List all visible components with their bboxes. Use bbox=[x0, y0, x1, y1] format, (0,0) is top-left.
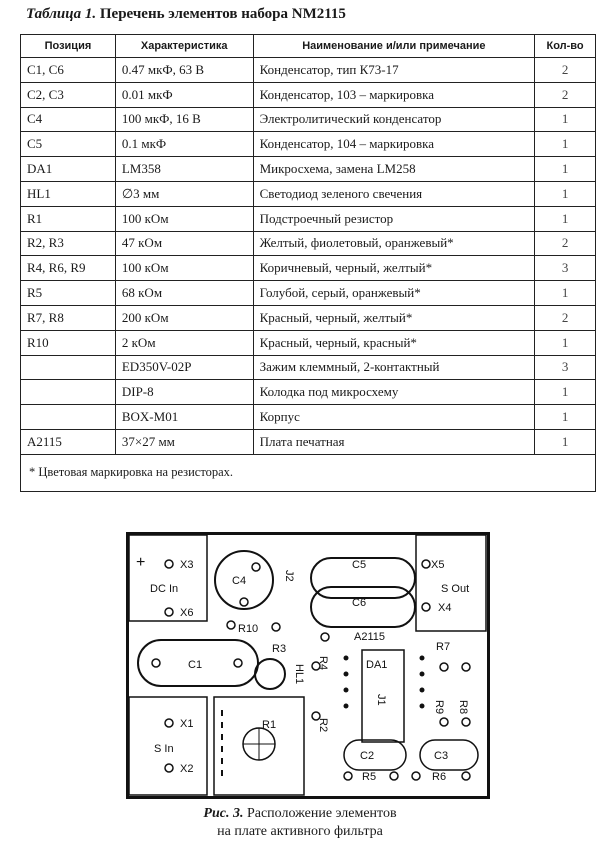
cell-characteristic: 47 кОм bbox=[115, 231, 253, 256]
table-row bbox=[21, 355, 596, 380]
cell-characteristic: 100 кОм bbox=[115, 256, 253, 281]
figure-caption-text1: Расположение элементов bbox=[246, 806, 397, 821]
table-row bbox=[21, 58, 596, 83]
label-r2: R2 bbox=[317, 718, 329, 733]
cell-name: Микросхема, замена LM258 bbox=[253, 157, 535, 182]
table-row bbox=[21, 305, 596, 330]
cell-quantity: 2 bbox=[535, 231, 596, 256]
cell-characteristic: 100 кОм bbox=[115, 206, 253, 231]
table-header-row bbox=[21, 35, 596, 58]
label-c5: C5 bbox=[352, 559, 367, 571]
table-footnote: * Цветовая маркировка на резисторах. bbox=[21, 454, 596, 491]
cell-characteristic: ∅3 мм bbox=[115, 181, 253, 206]
cell-name: Подстроечный резистор bbox=[253, 206, 535, 231]
cell-position bbox=[21, 405, 116, 430]
header-name: Наименование и/или примечание bbox=[253, 35, 535, 58]
cell-position: R1 bbox=[21, 206, 116, 231]
cell-characteristic: 2 кОм bbox=[115, 330, 253, 355]
cell-quantity: 1 bbox=[535, 380, 596, 405]
cell-name: Красный, черный, красный* bbox=[253, 330, 535, 355]
label-c4: C4 bbox=[232, 575, 247, 587]
cell-position: R2, R3 bbox=[21, 231, 116, 256]
label-hl1: HL1 bbox=[293, 664, 305, 685]
label-r5: R5 bbox=[362, 771, 377, 783]
label-board: A2115 bbox=[354, 631, 385, 643]
cell-position bbox=[21, 380, 116, 405]
cell-name: Красный, черный, желтый* bbox=[253, 305, 535, 330]
cell-quantity: 1 bbox=[535, 107, 596, 132]
label-r4: R4 bbox=[317, 656, 329, 671]
cell-position: C2, C3 bbox=[21, 82, 116, 107]
table-row bbox=[21, 405, 596, 430]
cell-name: Коричневый, черный, желтый* bbox=[253, 256, 535, 281]
c2-outline bbox=[344, 740, 406, 770]
cell-position: A2115 bbox=[21, 429, 116, 454]
cell-quantity: 1 bbox=[535, 157, 596, 182]
cell-quantity: 1 bbox=[535, 330, 596, 355]
cell-quantity: 2 bbox=[535, 82, 596, 107]
cell-name: Желтый, фиолетовый, оранжевый* bbox=[253, 231, 535, 256]
table-body bbox=[21, 58, 596, 455]
cell-position: C4 bbox=[21, 107, 116, 132]
cell-name: Конденсатор, 103 – маркировка bbox=[253, 82, 535, 107]
cell-position: C5 bbox=[21, 132, 116, 157]
header-quantity: Кол-во bbox=[535, 35, 596, 58]
label-c6: C6 bbox=[352, 597, 367, 609]
label-j2: J2 bbox=[283, 570, 295, 582]
table-row bbox=[21, 380, 596, 405]
cell-characteristic: 200 кОм bbox=[115, 305, 253, 330]
cell-position: DA1 bbox=[21, 157, 116, 182]
cell-quantity: 1 bbox=[535, 281, 596, 306]
c4-pin-plus bbox=[252, 563, 260, 571]
header-characteristic: Характеристика bbox=[115, 35, 253, 58]
cell-name: Зажим клеммный, 2-контактный bbox=[253, 355, 535, 380]
label-x2: X2 bbox=[180, 763, 194, 775]
cell-name: Корпус bbox=[253, 405, 535, 430]
table-title-text: Перечень элементов набора NM2115 bbox=[99, 6, 346, 22]
cell-position: R10 bbox=[21, 330, 116, 355]
table-row bbox=[21, 231, 596, 256]
table-row bbox=[21, 429, 596, 454]
cell-characteristic: ED350V-02P bbox=[115, 355, 253, 380]
table-row bbox=[21, 181, 596, 206]
cell-quantity: 3 bbox=[535, 355, 596, 380]
table-row bbox=[21, 206, 596, 231]
cell-quantity: 1 bbox=[535, 405, 596, 430]
label-r1: R1 bbox=[262, 719, 277, 731]
table-row bbox=[21, 132, 596, 157]
figure-caption-line1 bbox=[0, 806, 600, 822]
header-position: Позиция bbox=[21, 35, 116, 58]
cell-position bbox=[21, 355, 116, 380]
cell-quantity: 1 bbox=[535, 181, 596, 206]
label-c2: C2 bbox=[360, 750, 375, 762]
label-r7: R7 bbox=[436, 641, 451, 653]
label-c3: C3 bbox=[434, 750, 449, 762]
label-j1: J1 bbox=[375, 694, 387, 706]
label-r10: R10 bbox=[238, 623, 259, 635]
cell-quantity: 1 bbox=[535, 429, 596, 454]
cell-quantity: 3 bbox=[535, 256, 596, 281]
label-r6: R6 bbox=[432, 771, 447, 783]
c3-outline bbox=[420, 740, 478, 770]
cell-position: R5 bbox=[21, 281, 116, 306]
label-s-out: S Out bbox=[441, 583, 470, 595]
label-r9: R9 bbox=[433, 700, 445, 715]
label-x3: X3 bbox=[180, 559, 194, 571]
parts-table bbox=[20, 34, 596, 492]
cell-name: Электролитический конденсатор bbox=[253, 107, 535, 132]
figure-caption-line2: на плате активного фильтра bbox=[217, 824, 383, 839]
label-x6: X6 bbox=[180, 607, 194, 619]
figure-caption-label: Рис. 3. bbox=[203, 806, 244, 821]
cell-position: R7, R8 bbox=[21, 305, 116, 330]
cell-quantity: 1 bbox=[535, 132, 596, 157]
cell-characteristic: BOX-M01 bbox=[115, 405, 253, 430]
label-x1: X1 bbox=[180, 718, 194, 730]
table-row bbox=[21, 281, 596, 306]
table-row bbox=[21, 157, 596, 182]
cell-name: Конденсатор, 104 – маркировка bbox=[253, 132, 535, 157]
table-row bbox=[21, 256, 596, 281]
cell-name: Голубой, серый, оранжевый* bbox=[253, 281, 535, 306]
cell-characteristic: LM358 bbox=[115, 157, 253, 182]
label-x4: X4 bbox=[438, 602, 452, 614]
table-title bbox=[26, 6, 346, 23]
cell-characteristic: 0.47 мкФ, 63 В bbox=[115, 58, 253, 83]
cell-characteristic: 68 кОм bbox=[115, 281, 253, 306]
label-r3: R3 bbox=[272, 643, 287, 655]
label-da1: DA1 bbox=[366, 659, 388, 671]
cell-name: Колодка под микросхему bbox=[253, 380, 535, 405]
pcb-layout bbox=[126, 532, 490, 800]
c1-pin-a bbox=[152, 659, 160, 667]
cell-quantity: 2 bbox=[535, 305, 596, 330]
cell-position: HL1 bbox=[21, 181, 116, 206]
table-row bbox=[21, 107, 596, 132]
c1-pin-b bbox=[234, 659, 242, 667]
label-r8: R8 bbox=[457, 700, 469, 715]
table-row bbox=[21, 82, 596, 107]
cell-name: Светодиод зеленого свечения bbox=[253, 181, 535, 206]
cell-quantity: 2 bbox=[535, 58, 596, 83]
cell-name: Плата печатная bbox=[253, 429, 535, 454]
label-x5: X5 bbox=[431, 559, 445, 571]
table-title-label: Таблица 1. bbox=[26, 6, 97, 22]
cell-characteristic: 100 мкФ, 16 В bbox=[115, 107, 253, 132]
cell-name: Конденсатор, тип К73-17 bbox=[253, 58, 535, 83]
cell-position: C1, C6 bbox=[21, 58, 116, 83]
c4-pin-minus bbox=[240, 598, 248, 606]
table-row bbox=[21, 330, 596, 355]
label-dc-in: DC In bbox=[150, 583, 179, 595]
label-s-in: S In bbox=[154, 743, 174, 755]
hl1-led-outline bbox=[255, 659, 285, 689]
cell-position: R4, R6, R9 bbox=[21, 256, 116, 281]
cell-characteristic: 37×27 мм bbox=[115, 429, 253, 454]
label-c1: C1 bbox=[188, 659, 203, 671]
cell-characteristic: 0.1 мкФ bbox=[115, 132, 253, 157]
cell-characteristic: 0.01 мкФ bbox=[115, 82, 253, 107]
cell-characteristic: DIP-8 bbox=[115, 380, 253, 405]
dc-in-plus-sign: + bbox=[136, 554, 146, 571]
cell-quantity: 1 bbox=[535, 206, 596, 231]
table-footnote-row bbox=[21, 454, 596, 491]
